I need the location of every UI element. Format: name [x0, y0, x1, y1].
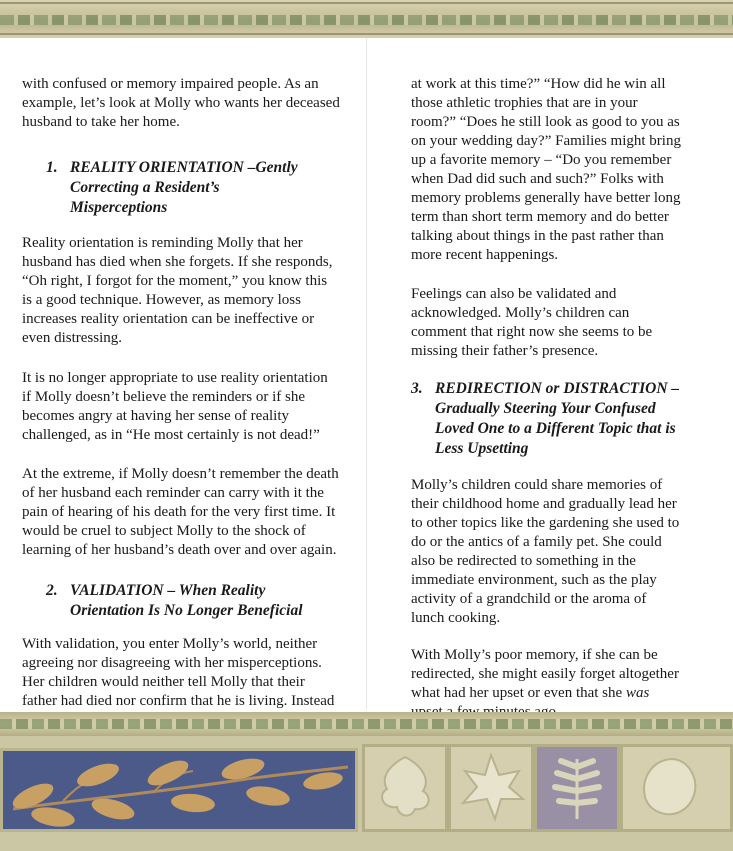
page-fold	[366, 38, 367, 710]
paragraph: Molly’s children could share memories of their childhood home and gradually lead her to other topics like the gardening she used to do or the antics of a family pet. She could also be redirected to something in the immediate environment, such as the play activity of a grandchild or the aroma of lunch cooking.	[411, 477, 680, 626]
vine-band	[0, 712, 733, 736]
paragraph: With Molly’s poor memory, if she can be redirected, she might easily forget altogether what had her upset or even that she was	[411, 647, 679, 701]
left-column	[22, 75, 340, 749]
paragraph: Feelings can also be validated and acknowledged. Molly’s children can comment that right now she seems to be missing their father’s presence.	[411, 286, 653, 359]
round-leaf-icon	[623, 747, 723, 829]
paragraph: It is no longer appropriate to use reality orientation if Molly doesn’t believe the reminders or if she becomes angry at having her sense of reality challenged, as in “He most certainly is not dead!”	[22, 370, 328, 443]
heading-reality-orientation: 1. REALITY ORIENTATION –Gently Correcting a Resident’s Misperceptions	[46, 159, 298, 216]
oak-leaf-icon	[365, 747, 445, 829]
oak-leaf-tile	[362, 744, 448, 832]
right-column	[411, 75, 683, 722]
heading-redirection: 3. REDIRECTION or DISTRACTION – Gradually Steering Your Confused Loved One to a Different Topic that is Less Upsetting	[411, 380, 680, 457]
fern-leaf-icon	[537, 747, 617, 829]
top-decorative-border	[0, 0, 733, 38]
maple-leaf-icon	[451, 747, 531, 829]
bottom-decorative-border	[0, 712, 733, 851]
paragraph: at work at this time?” “How did he win all those athletic trophies that are in your room?” “Does he still look as good to you as on your wedding day?” Families might bring up a favorite memory – “Do you remember when Dad did such and such?” Folks with memory problems generally have better long term than short term memory and do better talking about things in the past rather than more recent happenings.	[411, 76, 681, 263]
paragraph: With validation, you enter Molly’s world, neither agreeing nor disagreeing with her misperceptions. Her children would neither tell Molly that their father had died nor confirm that he is living. Instead	[22, 636, 335, 709]
intro-paragraph: with confused or memory impaired people. As an example, let’s look at Molly who wants her deceased husband to take her home.	[22, 76, 340, 130]
branch-leaves-icon	[3, 751, 355, 829]
leaf-branch-panel	[0, 748, 358, 832]
heading-validation: 2. VALIDATION – When Reality Orientation Is No Longer Beneficial	[46, 582, 303, 619]
paragraph: At the extreme, if Molly doesn’t remember the death of her husband each reminder can carry with it the pain of hearing of his death for the very first time. It would be cruel to subject Molly to the shock of learning of her husband’s death over and over again.	[22, 466, 339, 558]
round-leaf-tile	[620, 744, 733, 832]
fern-leaf-tile	[534, 744, 620, 832]
paragraph: Reality orientation is reminding Molly that her husband has died when she forgets. If she responds, “Oh right, I forgot for the moment,” you know this is a good technique. However, as memory loss increases reality orientation can be ineffective or even distressing.	[22, 235, 333, 346]
vine-pattern	[0, 15, 733, 25]
maple-leaf-tile	[448, 744, 534, 832]
